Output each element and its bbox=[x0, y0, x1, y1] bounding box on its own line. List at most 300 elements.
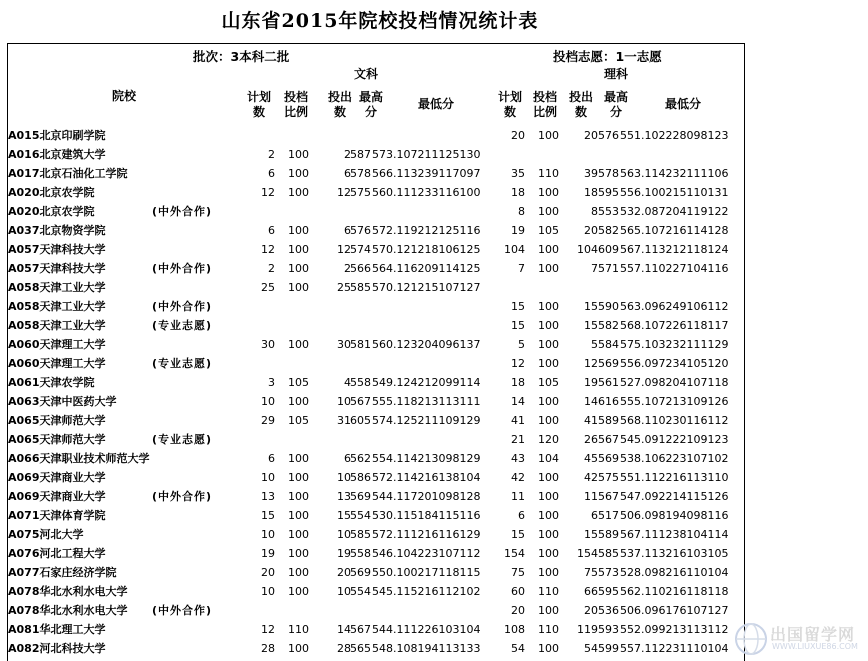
school-name: A057天津科技大学 bbox=[8, 243, 106, 256]
l-plan-cell: 154 bbox=[504, 547, 525, 560]
l-out-cell: 12 bbox=[584, 357, 598, 370]
w-ratio-cell: 100 bbox=[288, 566, 309, 579]
w-out-cell: 20 bbox=[337, 566, 351, 579]
w-out-cell: 19 bbox=[337, 547, 351, 560]
school-note: (中外合作) bbox=[152, 262, 213, 275]
l-ratio-cell: 100 bbox=[538, 566, 559, 579]
batch-label: 批次：3本科二批 bbox=[193, 49, 290, 64]
w-max-cell: 554 bbox=[350, 509, 371, 522]
l-min-cell: 562.110216118118 bbox=[620, 585, 729, 598]
w-plan-cell: 6 bbox=[268, 224, 275, 237]
l-out-cell: 14 bbox=[584, 395, 598, 408]
l-ratio-cell: 100 bbox=[538, 338, 559, 351]
l-ratio-cell: 100 bbox=[538, 642, 559, 655]
l-max-cell: 590 bbox=[598, 300, 619, 313]
school-name: A058天津工业大学 bbox=[8, 319, 106, 332]
w-out-cell: 14 bbox=[337, 623, 351, 636]
w-plan-cell: 12 bbox=[261, 186, 275, 199]
l-plan-cell: 7 bbox=[518, 262, 525, 275]
w-ratio-cell: 100 bbox=[288, 186, 309, 199]
l-ratio-cell: 100 bbox=[538, 471, 559, 484]
w-min-cell: 550.100217118115 bbox=[372, 566, 481, 579]
table-row bbox=[8, 506, 742, 525]
school-name: A017北京石油化工学院 bbox=[8, 167, 128, 180]
l-min-cell: 563.096249106112 bbox=[620, 300, 729, 313]
l-plan-cell: 75 bbox=[511, 566, 525, 579]
w-min-header: 最低分 bbox=[418, 97, 455, 111]
school-name: A060天津理工大学 bbox=[8, 338, 106, 351]
l-min-cell: 545.091222109123 bbox=[620, 433, 729, 446]
school-name: A069天津商业大学 bbox=[8, 490, 106, 503]
w-max-cell: 581 bbox=[350, 338, 371, 351]
w-min-cell: 530.115184115116 bbox=[372, 509, 481, 522]
w-out-cell: 10 bbox=[337, 585, 351, 598]
school-name: A037北京物资学院 bbox=[8, 224, 106, 237]
school-name: A081华北理工大学 bbox=[8, 623, 106, 636]
w-ratio-cell: 100 bbox=[288, 148, 309, 161]
l-max-cell: 569 bbox=[598, 357, 619, 370]
l-plan-cell: 20 bbox=[511, 604, 525, 617]
w-min-cell: 549.124212099114 bbox=[372, 376, 481, 389]
l-min-cell: 568.107226118117 bbox=[620, 319, 729, 332]
l-out-cell: 75 bbox=[584, 566, 598, 579]
l-ratio-cell: 100 bbox=[538, 129, 559, 142]
w-max-cell: 586 bbox=[350, 471, 371, 484]
w-plan-cell: 20 bbox=[261, 566, 275, 579]
l-ratio-cell: 100 bbox=[538, 243, 559, 256]
l-ratio-cell: 105 bbox=[538, 376, 559, 389]
school-name: A069天津商业大学 bbox=[8, 471, 106, 484]
school-name: A063天津中医药大学 bbox=[8, 395, 117, 408]
table-row bbox=[8, 601, 742, 620]
l-out-cell: 26 bbox=[584, 433, 598, 446]
l-min-cell: 551.112216113110 bbox=[620, 471, 729, 484]
w-max-cell: 574 bbox=[350, 243, 371, 256]
l-ratio-cell: 100 bbox=[538, 186, 559, 199]
w-max-cell: 575 bbox=[350, 186, 371, 199]
table-row bbox=[8, 297, 742, 316]
l-plan-cell: 15 bbox=[511, 300, 525, 313]
l-max-cell: 578 bbox=[598, 167, 619, 180]
l-max-cell: 567 bbox=[598, 433, 619, 446]
w-plan-cell: 29 bbox=[261, 414, 275, 427]
w-out-cell: 31 bbox=[337, 414, 351, 427]
school-name: A066天津职业技术师范大学 bbox=[8, 452, 150, 465]
school-name: A077石家庄经济学院 bbox=[8, 566, 117, 579]
l-plan-cell: 15 bbox=[511, 528, 525, 541]
l-min-cell: 527.098204107118 bbox=[620, 376, 729, 389]
l-ratio-cell: 105 bbox=[538, 224, 559, 237]
l-out-cell: 66 bbox=[584, 585, 598, 598]
l-out-cell: 45 bbox=[584, 452, 598, 465]
table-row bbox=[8, 544, 742, 563]
l-out-cell: 54 bbox=[584, 642, 598, 655]
table-row bbox=[8, 430, 742, 449]
l-min-cell: 532.087204119122 bbox=[620, 205, 729, 218]
table-row bbox=[8, 582, 742, 601]
w-plan-cell: 15 bbox=[261, 509, 275, 522]
w-ratio-cell: 100 bbox=[288, 452, 309, 465]
w-ratio-cell: 100 bbox=[288, 281, 309, 294]
watermark bbox=[734, 622, 864, 656]
l-ratio-cell: 110 bbox=[538, 167, 559, 180]
w-out-cell: 6 bbox=[344, 224, 351, 237]
data-rows bbox=[8, 126, 742, 658]
l-plan-cell: 20 bbox=[511, 129, 525, 142]
w-ratio-cell: 100 bbox=[288, 642, 309, 655]
l-ratio-cell: 100 bbox=[538, 357, 559, 370]
table-row bbox=[8, 164, 742, 183]
w-max-cell: 558 bbox=[350, 547, 371, 560]
l-out-cell: 15 bbox=[584, 319, 598, 332]
w-ratio-cell: 110 bbox=[288, 623, 309, 636]
table-row bbox=[8, 240, 742, 259]
school-name: A065天津师范大学 bbox=[8, 433, 106, 446]
l-out-cell: 20 bbox=[584, 224, 598, 237]
w-out-header: 投出数 bbox=[327, 90, 352, 119]
l-max-cell: 567 bbox=[598, 490, 619, 503]
w-ratio-cell: 105 bbox=[288, 414, 309, 427]
l-plan-cell: 60 bbox=[511, 585, 525, 598]
l-min-cell: 565.107216114128 bbox=[620, 224, 729, 237]
l-max-cell: 573 bbox=[598, 566, 619, 579]
l-out-cell: 42 bbox=[584, 471, 598, 484]
table-row bbox=[8, 278, 742, 297]
l-ratio-header: 投档比例 bbox=[532, 90, 557, 119]
w-ratio-cell: 100 bbox=[288, 490, 309, 503]
school-name: A058天津工业大学 bbox=[8, 281, 106, 294]
w-out-cell: 12 bbox=[337, 243, 351, 256]
w-min-cell: 548.108194113133 bbox=[372, 642, 481, 655]
l-min-cell: 575.103232111129 bbox=[620, 338, 729, 351]
l-plan-cell: 18 bbox=[511, 186, 525, 199]
l-plan-header: 计划数 bbox=[497, 90, 522, 119]
w-ratio-cell: 100 bbox=[288, 585, 309, 598]
w-min-cell: 545.115216112102 bbox=[372, 585, 481, 598]
w-out-cell: 28 bbox=[337, 642, 351, 655]
w-out-cell: 10 bbox=[337, 528, 351, 541]
l-plan-cell: 42 bbox=[511, 471, 525, 484]
w-max-header: 最高分 bbox=[358, 90, 383, 119]
l-out-header: 投出数 bbox=[568, 90, 593, 119]
w-out-cell: 2 bbox=[344, 262, 351, 275]
school-note: (中外合作) bbox=[152, 604, 213, 617]
w-plan-cell: 10 bbox=[261, 395, 275, 408]
table-row bbox=[8, 525, 742, 544]
school-name: A065天津师范大学 bbox=[8, 414, 106, 427]
l-plan-cell: 35 bbox=[511, 167, 525, 180]
school-name: A060天津理工大学 bbox=[8, 357, 106, 370]
l-ratio-cell: 110 bbox=[538, 623, 559, 636]
w-min-cell: 570.121215107127 bbox=[372, 281, 481, 294]
l-out-cell: 18 bbox=[584, 186, 598, 199]
l-out-cell: 15 bbox=[584, 300, 598, 313]
l-min-cell: 555.107213109126 bbox=[620, 395, 729, 408]
w-plan-cell: 6 bbox=[268, 452, 275, 465]
w-max-cell: 585 bbox=[350, 281, 371, 294]
l-max-cell: 595 bbox=[598, 585, 619, 598]
l-max-cell: 616 bbox=[598, 395, 619, 408]
l-max-cell: 585 bbox=[598, 547, 619, 560]
w-min-cell: 574.125211109129 bbox=[372, 414, 481, 427]
school-name: A015北京印刷学院 bbox=[8, 129, 106, 142]
w-plan-cell: 10 bbox=[261, 528, 275, 541]
l-max-cell: 569 bbox=[598, 452, 619, 465]
l-out-cell: 7 bbox=[591, 262, 598, 275]
school-name: A076河北工程大学 bbox=[8, 547, 106, 560]
l-plan-cell: 6 bbox=[518, 509, 525, 522]
w-out-cell: 6 bbox=[344, 452, 351, 465]
l-ratio-cell: 100 bbox=[538, 547, 559, 560]
w-plan-cell: 6 bbox=[268, 167, 275, 180]
l-min-cell: 551.102228098123 bbox=[620, 129, 729, 142]
w-plan-header: 计划数 bbox=[246, 90, 271, 119]
school-note: (专业志愿) bbox=[152, 319, 213, 332]
table-row bbox=[8, 563, 742, 582]
table-row bbox=[8, 373, 742, 392]
school-note: (专业志愿) bbox=[152, 433, 213, 446]
school-name: A016北京建筑大学 bbox=[8, 148, 106, 161]
w-ratio-cell: 105 bbox=[288, 376, 309, 389]
table-row bbox=[8, 449, 742, 468]
w-max-cell: 567 bbox=[350, 395, 371, 408]
w-plan-cell: 19 bbox=[261, 547, 275, 560]
w-out-cell: 15 bbox=[337, 509, 351, 522]
school-name: A071天津体育学院 bbox=[8, 509, 106, 522]
l-min-cell: 547.092214115126 bbox=[620, 490, 729, 503]
l-max-cell: 582 bbox=[598, 224, 619, 237]
school-note: (中外合作) bbox=[152, 300, 213, 313]
w-out-cell: 2 bbox=[344, 148, 351, 161]
w-plan-cell: 2 bbox=[268, 262, 275, 275]
l-min-cell: 556.097234105120 bbox=[620, 357, 729, 370]
l-min-cell: 506.096176107127 bbox=[620, 604, 729, 617]
table-row bbox=[8, 202, 742, 221]
l-out-cell: 104 bbox=[577, 243, 598, 256]
table-row bbox=[8, 411, 742, 430]
like-label: 理科 bbox=[604, 67, 629, 81]
w-max-cell: 569 bbox=[350, 490, 371, 503]
w-min-cell: 560.123204096137 bbox=[372, 338, 481, 351]
w-ratio-cell: 100 bbox=[288, 262, 309, 275]
l-plan-cell: 14 bbox=[511, 395, 525, 408]
w-max-cell: 587 bbox=[350, 148, 371, 161]
l-min-cell: 563.114232111106 bbox=[620, 167, 729, 180]
l-min-cell: 528.098216110104 bbox=[620, 566, 729, 579]
table-row bbox=[8, 487, 742, 506]
l-max-cell: 517 bbox=[598, 509, 619, 522]
w-plan-cell: 2 bbox=[268, 148, 275, 161]
l-max-cell: 582 bbox=[598, 319, 619, 332]
l-plan-cell: 54 bbox=[511, 642, 525, 655]
w-ratio-cell: 100 bbox=[288, 167, 309, 180]
w-plan-cell: 28 bbox=[261, 642, 275, 655]
w-min-cell: 555.118213113111 bbox=[372, 395, 481, 408]
table-row bbox=[8, 145, 742, 164]
w-ratio-cell: 100 bbox=[288, 528, 309, 541]
w-out-cell: 4 bbox=[344, 376, 351, 389]
l-ratio-cell: 120 bbox=[538, 433, 559, 446]
l-max-cell: 589 bbox=[598, 414, 619, 427]
w-max-cell: 569 bbox=[350, 566, 371, 579]
table-row bbox=[8, 259, 742, 278]
l-ratio-cell: 100 bbox=[538, 414, 559, 427]
w-out-cell: 30 bbox=[337, 338, 351, 351]
globe-logo-icon bbox=[734, 622, 768, 656]
l-min-cell: 557.110227104116 bbox=[620, 262, 729, 275]
l-max-cell: 575 bbox=[598, 471, 619, 484]
l-max-cell: 536 bbox=[598, 604, 619, 617]
l-plan-cell: 5 bbox=[518, 338, 525, 351]
w-min-cell: 544.111226103104 bbox=[372, 623, 481, 636]
school-note: (中外合作) bbox=[152, 490, 213, 503]
l-out-cell: 5 bbox=[591, 338, 598, 351]
w-max-cell: 554 bbox=[350, 585, 371, 598]
l-ratio-cell: 100 bbox=[538, 604, 559, 617]
school-name: A078华北水利水电大学 bbox=[8, 604, 128, 617]
l-plan-cell: 11 bbox=[511, 490, 525, 503]
l-plan-cell: 21 bbox=[511, 433, 525, 446]
l-max-cell: 609 bbox=[598, 243, 619, 256]
w-max-cell: 562 bbox=[350, 452, 371, 465]
w-min-cell: 566.113239117097 bbox=[372, 167, 481, 180]
l-min-header: 最低分 bbox=[665, 97, 702, 111]
school-name: A058天津工业大学 bbox=[8, 300, 106, 313]
w-plan-cell: 3 bbox=[268, 376, 275, 389]
school-name: A078华北水利水电大学 bbox=[8, 585, 128, 598]
w-max-cell: 565 bbox=[350, 642, 371, 655]
w-min-cell: 572.114216138104 bbox=[372, 471, 481, 484]
l-plan-cell: 18 bbox=[511, 376, 525, 389]
l-min-cell: 537.113216103105 bbox=[620, 547, 729, 560]
school-name: A082河北科技大学 bbox=[8, 642, 106, 655]
l-min-cell: 567.111238104114 bbox=[620, 528, 729, 541]
w-max-cell: 558 bbox=[350, 376, 371, 389]
l-ratio-cell: 100 bbox=[538, 262, 559, 275]
w-ratio-cell: 100 bbox=[288, 338, 309, 351]
w-ratio-cell: 100 bbox=[288, 224, 309, 237]
l-out-cell: 19 bbox=[584, 376, 598, 389]
page-title: 山东省2015年院校投档情况统计表 bbox=[221, 10, 539, 32]
l-plan-cell: 108 bbox=[504, 623, 525, 636]
l-max-cell: 589 bbox=[598, 528, 619, 541]
w-plan-cell: 10 bbox=[261, 585, 275, 598]
w-min-cell: 554.114213098129 bbox=[372, 452, 481, 465]
l-ratio-cell: 100 bbox=[538, 205, 559, 218]
l-out-cell: 11 bbox=[584, 490, 598, 503]
w-max-cell: 567 bbox=[350, 623, 371, 636]
l-out-cell: 41 bbox=[584, 414, 598, 427]
l-min-cell: 506.098194098116 bbox=[620, 509, 729, 522]
w-max-cell: 576 bbox=[350, 224, 371, 237]
table-row bbox=[8, 183, 742, 202]
l-max-cell: 561 bbox=[598, 376, 619, 389]
w-min-cell: 544.117201098128 bbox=[372, 490, 481, 503]
w-min-cell: 570.121218106125 bbox=[372, 243, 481, 256]
l-ratio-cell: 100 bbox=[538, 528, 559, 541]
l-plan-cell: 41 bbox=[511, 414, 525, 427]
l-max-cell: 553 bbox=[598, 205, 619, 218]
w-max-cell: 578 bbox=[350, 167, 371, 180]
l-max-header: 最高分 bbox=[603, 90, 628, 119]
table-row bbox=[8, 335, 742, 354]
l-min-cell: 538.106223107102 bbox=[620, 452, 729, 465]
table-row bbox=[8, 620, 742, 639]
w-out-cell: 10 bbox=[337, 471, 351, 484]
w-plan-cell: 12 bbox=[261, 623, 275, 636]
w-max-cell: 605 bbox=[350, 414, 371, 427]
l-min-cell: 556.100215110131 bbox=[620, 186, 729, 199]
school-name: A075河北大学 bbox=[8, 528, 84, 541]
table-row bbox=[8, 354, 742, 373]
w-plan-cell: 13 bbox=[261, 490, 275, 503]
w-ratio-cell: 100 bbox=[288, 547, 309, 560]
l-out-cell: 39 bbox=[584, 167, 598, 180]
table-row bbox=[8, 316, 742, 335]
l-min-cell: 567.113212118124 bbox=[620, 243, 729, 256]
l-plan-cell: 8 bbox=[518, 205, 525, 218]
watermark-url: WWW.LIUXUE86.COM bbox=[772, 642, 858, 651]
w-ratio-cell: 100 bbox=[288, 243, 309, 256]
school-column-header: 院校 bbox=[112, 89, 137, 103]
w-min-cell: 546.104223107112 bbox=[372, 547, 481, 560]
l-out-cell: 15 bbox=[584, 528, 598, 541]
l-ratio-cell: 100 bbox=[538, 395, 559, 408]
l-plan-cell: 19 bbox=[511, 224, 525, 237]
w-min-cell: 560.111233116100 bbox=[372, 186, 481, 199]
l-ratio-cell: 100 bbox=[538, 509, 559, 522]
w-ratio-cell: 100 bbox=[288, 395, 309, 408]
w-min-cell: 573.107211125130 bbox=[372, 148, 481, 161]
l-ratio-cell: 104 bbox=[538, 452, 559, 465]
w-out-cell: 25 bbox=[337, 281, 351, 294]
w-out-cell: 6 bbox=[344, 167, 351, 180]
school-name: A057天津科技大学 bbox=[8, 262, 106, 275]
l-ratio-cell: 100 bbox=[538, 490, 559, 503]
l-max-cell: 576 bbox=[598, 129, 619, 142]
l-out-cell: 6 bbox=[591, 509, 598, 522]
w-min-cell: 572.111216116129 bbox=[372, 528, 481, 541]
w-out-cell: 10 bbox=[337, 395, 351, 408]
w-plan-cell: 12 bbox=[261, 243, 275, 256]
l-out-cell: 20 bbox=[584, 604, 598, 617]
w-max-cell: 585 bbox=[350, 528, 371, 541]
l-plan-cell: 43 bbox=[511, 452, 525, 465]
w-ratio-header: 投档比例 bbox=[283, 90, 308, 119]
w-out-cell: 13 bbox=[337, 490, 351, 503]
w-plan-cell: 10 bbox=[261, 471, 275, 484]
l-max-cell: 595 bbox=[598, 186, 619, 199]
w-plan-cell: 25 bbox=[261, 281, 275, 294]
l-out-cell: 20 bbox=[584, 129, 598, 142]
l-out-cell: 8 bbox=[591, 205, 598, 218]
l-ratio-cell: 100 bbox=[538, 319, 559, 332]
w-ratio-cell: 100 bbox=[288, 471, 309, 484]
table-row bbox=[8, 468, 742, 487]
l-min-cell: 568.110230116112 bbox=[620, 414, 729, 427]
table-row bbox=[8, 639, 742, 658]
l-ratio-cell: 110 bbox=[538, 585, 559, 598]
volunteer-label: 投档志愿：1一志愿 bbox=[553, 49, 662, 64]
l-min-cell: 557.112231110104 bbox=[620, 642, 729, 655]
school-name: A020北京农学院 bbox=[8, 186, 95, 199]
table-row bbox=[8, 392, 742, 411]
l-plan-cell: 12 bbox=[511, 357, 525, 370]
l-max-cell: 584 bbox=[598, 338, 619, 351]
school-note: (中外合作) bbox=[152, 205, 213, 218]
w-min-cell: 572.119212125116 bbox=[372, 224, 481, 237]
school-note: (专业志愿) bbox=[152, 357, 213, 370]
